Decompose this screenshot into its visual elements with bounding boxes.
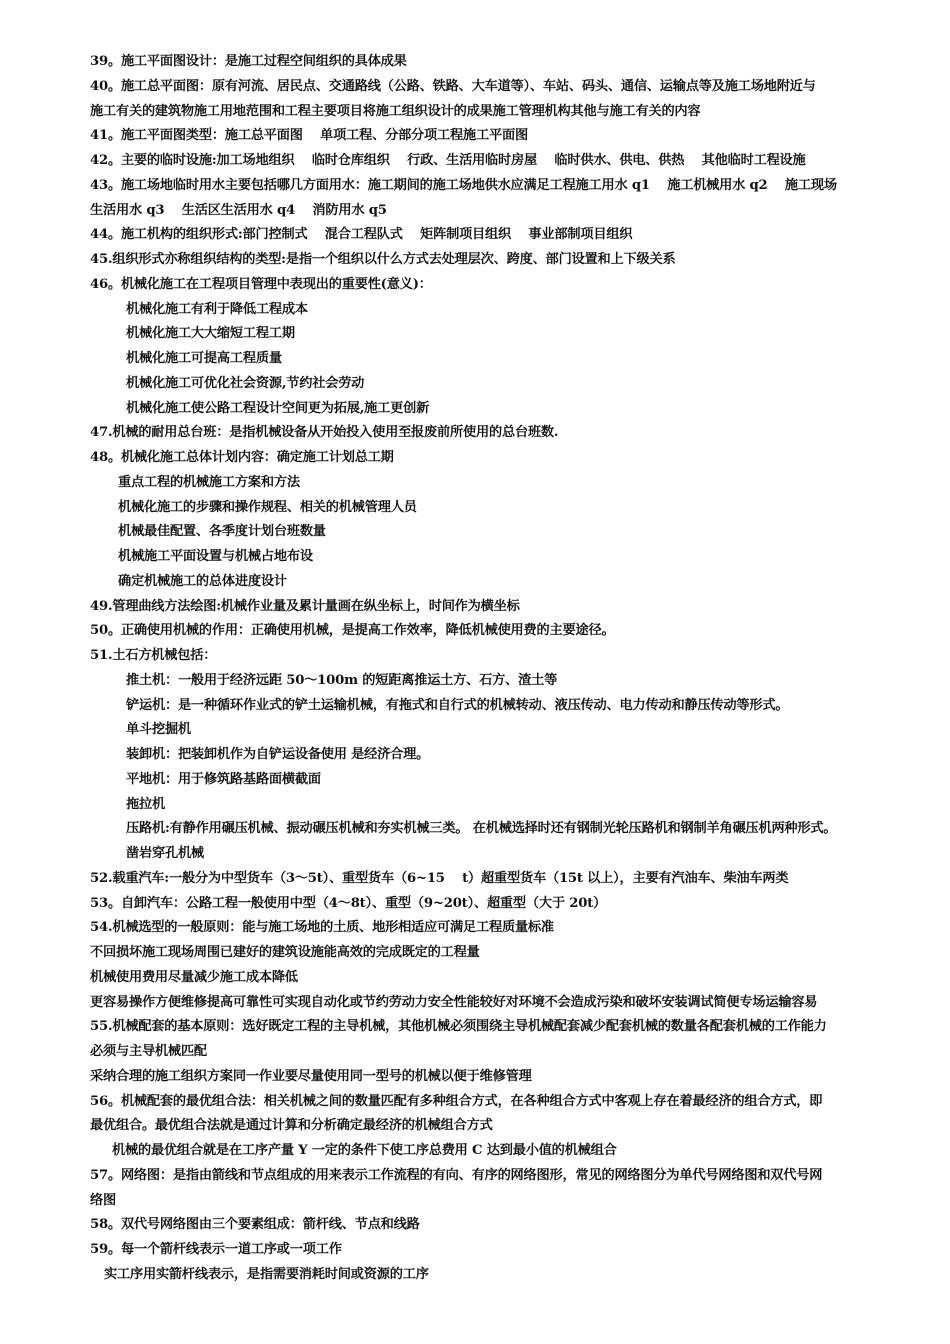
text-line: 55.机械配套的基本原则：选好既定工程的主导机械，其他机械必须围绕主导机械配套减少配套机械的数量各配套机械的工作能力 bbox=[90, 1019, 827, 1035]
text-line: 机械最佳配置、各季度计划台班数量 bbox=[118, 524, 326, 540]
text-line: 45.组织形式亦称组织结构的类型:是指一个组织以什么方式去处理层次、跨度、部门设置和上下级关系 bbox=[90, 252, 676, 267]
text-line: 装卸机：把装卸机作为自铲运设备使用 是经济合理。 bbox=[126, 747, 430, 762]
text-line: 机械化施工的步骤和操作规程、相关的机械管理人员 bbox=[118, 499, 417, 515]
text-line: 39。施工平面图设计：是施工过程空间组织的具体成果 bbox=[90, 54, 407, 69]
text-line: 机械施工平面设置与机械占地布设 bbox=[118, 549, 313, 564]
text-line: 46。机械化施工在工程项目管理中表现出的重要性(意义)： bbox=[90, 276, 432, 292]
text-line: 单斗挖掘机 bbox=[126, 722, 191, 738]
text-line: 40。施工总平面图：原有河流、居民点、交通路线（公路、铁路、大车道等）、车站、码头、通信、运输点等及施工场地附近与 bbox=[90, 78, 816, 94]
text-line: 机械化施工可提高工程质量 bbox=[126, 351, 282, 366]
text-line: 机械的最优组合就是在工序产量 Y 一定的条件下使工序总费用 C 达到最小值的机械组合 bbox=[112, 1143, 617, 1158]
text-line: 47.机械的耐用总台班：是指机械设备从开始投入使用至报废前所使用的总台班数. bbox=[90, 425, 559, 441]
text-line: 络图 bbox=[90, 1192, 116, 1208]
text-line: 48。机械化施工总体计划内容：确定施工计划总工期 bbox=[90, 450, 394, 465]
text-line: 机械化施工使公路工程设计空间更为拓展,施工更创新 bbox=[126, 400, 430, 416]
text-line: 51.土石方机械包括： bbox=[90, 648, 217, 663]
text-line: 最优组合。最优组合法就是通过计算和分析确定最经济的机械组合方式 bbox=[90, 1118, 493, 1134]
text-line: 更容易操作方便维修提高可靠性可实现自动化或节约劳动力安全性能较好对环境不会造成污染和破坏安装调试简便专场运输容易 bbox=[90, 994, 818, 1010]
text-line: 机械化施工可优化社会资源,节约社会劳动 bbox=[126, 375, 365, 391]
text-line: 57。网络图：是指由箭线和节点组成的用来表示工作流程的有向、有序的网络图形，常见的网络图分为单代号网络图和双代号网 bbox=[90, 1167, 823, 1183]
text-line: 采纳合理的施工组织方案同一作业要尽量使用同一型号的机械以便于维修管理 bbox=[90, 1068, 532, 1084]
text-line: 41。施工平面图类型：施工总平面图 单项工程、分部分项工程施工平面图 bbox=[90, 128, 528, 144]
document-body bbox=[90, 50, 920, 1288]
text-line: 42。主要的临时设施:加工场地组织 临时仓库组织 行政、生活用临时房屋 临时供水、供电、供热 其他临时工程设施 bbox=[90, 153, 806, 168]
text-line: 铲运机：是一种循环作业式的铲土运输机械，有拖式和自行式的机械转动、液压传动、电力传动和静压传动等形式。 bbox=[126, 697, 789, 713]
text-line: 44。施工机构的组织形式:部门控制式 混合工程队式 矩阵制项目组织 事业部制项目组织 bbox=[90, 227, 633, 243]
text-line: 压路机:有静作用碾压机械、振动碾压机械和夯实机械三类。 在机械选择时还有钢制光轮压路机和钢制羊角碾压机两种形式。 bbox=[126, 821, 837, 837]
text-line: 凿岩穿孔机械 bbox=[126, 846, 204, 861]
text-line: 平地机：用于修筑路基路面横截面 bbox=[126, 771, 321, 787]
text-line: 43。施工场地临时用水主要包括哪几方面用水：施工期间的施工场地供水应满足工程施工用水 q1 施工机械用水 q2 施工现场 bbox=[90, 177, 837, 193]
text-line: 58。双代号网络图由三个要素组成：箭杆线、节点和线路 bbox=[90, 1217, 420, 1233]
text-line: 56。机械配套的最优组合法：相关机械之间的数量匹配有多种组合方式，在各种组合方式中客观上存在着最经济的组合方式，即 bbox=[90, 1093, 823, 1109]
text-line: 实工序用实箭杆线表示，是指需要消耗时间或资源的工序 bbox=[104, 1266, 429, 1282]
text-line: 49.管理曲线方法绘图:机械作业量及累计量画在纵坐标上，时间作为横坐标 bbox=[90, 598, 520, 614]
text-line: 机械化施工有利于降低工程成本 bbox=[126, 301, 308, 317]
text-line: 推土机：一般用于经济远距 50～100m 的短距离推运土方、石方、渣土等 bbox=[126, 672, 558, 688]
text-line: 必须与主导机械匹配 bbox=[90, 1044, 207, 1059]
text-line: 重点工程的机械施工方案和方法 bbox=[118, 474, 300, 490]
text-line: 施工有关的建筑物施工用地范围和工程主要项目将施工组织设计的成果施工管理机构其他与施工有关的内容 bbox=[90, 103, 701, 119]
text-line: 机械化施工大大缩短工程工期 bbox=[126, 326, 295, 342]
text-line: 59。每一个箭杆线表示一道工序或一项工作 bbox=[90, 1242, 342, 1257]
text-line: 生活用水 q3 生活区生活用水 q4 消防用水 q5 bbox=[90, 202, 387, 218]
text-line: 不回损坏施工现场周围已建好的建筑设施能高效的完成既定的工程量 bbox=[90, 945, 480, 960]
text-line: 54.机械选型的一般原则：能与施工场地的土质、地形相适应可满足工程质量标准 bbox=[90, 920, 554, 936]
text-line: 53。自卸汽车：公路工程一般使用中型（4～8t）、重型（9~20t）、超重型（大于 20t） bbox=[90, 895, 607, 911]
text-line: 52.载重汽车:一般分为中型货车（3～5t）、重型货车（6~15 t）超重型货车（15t 以上），主要有汽油车、柴油车两类 bbox=[90, 870, 789, 886]
text-line: 拖拉机 bbox=[126, 796, 165, 812]
text-line: 50。正确使用机械的作用：正确使用机械，是提高工作效率，降低机械使用费的主要途径。 bbox=[90, 623, 615, 639]
text-line: 机械使用费用尽量减少施工成本降低 bbox=[90, 969, 298, 985]
text-line: 确定机械施工的总体进度设计 bbox=[118, 573, 287, 589]
